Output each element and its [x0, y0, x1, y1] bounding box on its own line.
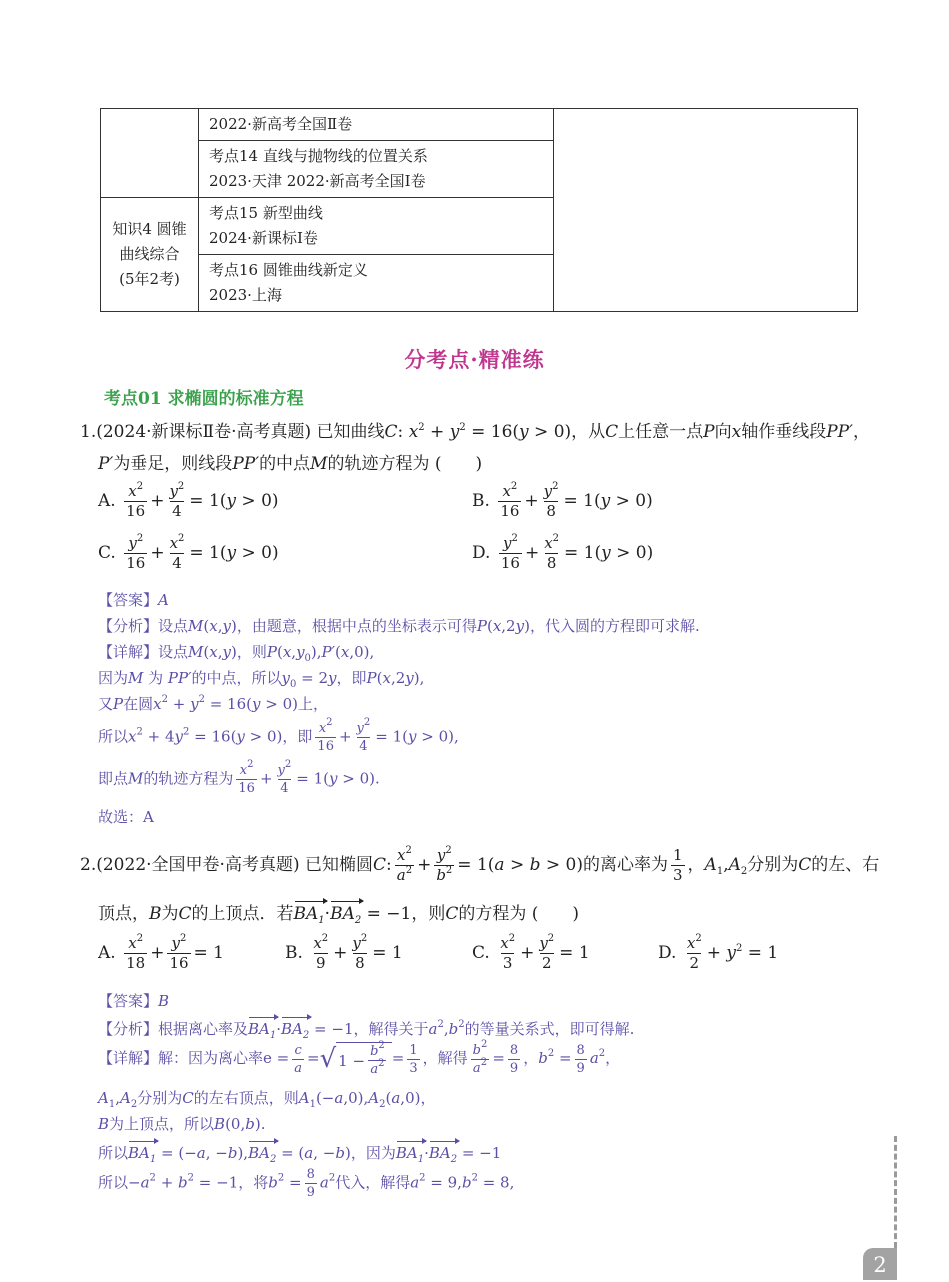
q1-choose: 故选：A: [98, 808, 154, 826]
topic-label: 考点15 新型曲线: [209, 204, 323, 222]
knowledge-label-cell: [101, 198, 199, 312]
q2-detail-line4: 所以$BA_1 = (-a$, $-b),BA_2 = (a$, −b)，因为$BA_1\cdot BA_2 = -1$: [98, 1144, 502, 1165]
q1-option-b[interactable]: B. $\frac{x^2}{16}$ + $\frac{y^2}{8}$ = 1(y > 0): [472, 481, 653, 520]
q1-option-c[interactable]: C. $\frac{y^2}{16}$ + $\frac{x^2}{4}$ = 1(y > 0): [98, 533, 279, 572]
q2-answer: 【答案】B: [98, 992, 170, 1010]
q2-detail-line5: 所以$-a^2 + b^2 = -1$，将$b^2$ = $\frac{8}{9}$ $a^2$代入，解得$a^2 = 9,b^2 = 8$,: [98, 1167, 515, 1200]
q1-stem-line1: 1.(2024·新课标Ⅱ卷·高考真题) 已知曲线C: $x^2 + y^2 = 16(y > 0)$，从C上任意一点P向x轴作垂线段PP′，: [80, 422, 870, 442]
section-title: 分考点·精准练: [404, 347, 545, 372]
q1-detail-line5: 即点M的轨迹方程为 $\frac{x^2}{16}$ + $\frac{y^2}{4}$ = 1(y > 0).: [98, 759, 380, 796]
q1-stem-line2: P′为垂足，则线段PP′的中点M的轨迹方程为 ( ): [98, 454, 483, 474]
q2-option-d[interactable]: D. $\frac{x^2}{2}$ + $y^2 = 1$: [658, 933, 779, 972]
q1-analysis: 【分析】设点M(x,y)，由题意，根据中点的坐标表示可得P(x,2y)，代入圆的方程即可求解.: [98, 617, 700, 635]
q1-detail-line4: 所以$x^2 + 4y^2 = 16(y > 0)$，即 $\frac{x^2}{16}$ + $\frac{y^2}{4}$ = 1(y > 0),: [98, 717, 459, 754]
topic-heading: 考点01 求椭圆的标准方程: [104, 389, 304, 409]
q2-option-c[interactable]: C. $\frac{x^2}{3}$ + $\frac{y^2}{2}$ = 1: [472, 933, 590, 972]
table-cell: [199, 141, 554, 198]
q1-answer: 【答案】A: [98, 591, 169, 609]
table-cell: [199, 109, 554, 141]
q1-detail-line3: 又P在圆$x^2 + y^2 = 16(y > 0)$上，: [98, 694, 328, 713]
page-number: 2: [863, 1248, 897, 1280]
q2-detail-line3: B为上顶点，所以B(0,b).: [98, 1115, 266, 1133]
exam-source: 2024·新课标Ⅰ卷: [209, 229, 318, 247]
knowledge-count: (5年2考): [119, 270, 180, 288]
table-cell-empty: [101, 109, 199, 198]
q2-option-b[interactable]: B. $\frac{x^2}{9}$ + $\frac{y^2}{8}$ = 1: [285, 933, 403, 972]
exam-source: 2022·新高考全国Ⅱ卷: [209, 115, 353, 133]
table-cell: [199, 198, 554, 255]
exam-source: 2023·天津 2022·新高考全国Ⅰ卷: [209, 172, 426, 190]
exam-source: 2023·上海: [209, 286, 282, 304]
knowledge-table: [100, 108, 858, 312]
table-cell-blank: [554, 109, 858, 312]
q2-option-a[interactable]: A. $\frac{x^2}{18}$ + $\frac{y^2}{16}$ = 1: [98, 933, 224, 972]
q2-stem-line2: 顶点，B为C的上顶点．若$BA_1\cdot BA_2 = -1$，则C的方程为 ( ): [98, 904, 580, 926]
knowledge-label: 知识4 圆锥: [112, 220, 187, 238]
q2-detail-line2: $A_1,A_2$分别为C的左右顶点，则$A_1(-a,0),A_2(a,0)$，: [98, 1089, 436, 1110]
q2-analysis: 【分析】根据离心率及$BA_1\cdot BA_2 = -1$，解得关于$a^2,b^2$的等量关系式，即可得解.: [98, 1019, 635, 1041]
topic-label: 考点14 直线与抛物线的位置关系: [209, 147, 428, 165]
knowledge-label: 曲线综合: [119, 245, 180, 263]
q1-option-a[interactable]: A. $\frac{x^2}{16}$ + $\frac{y^2}{4}$ = 1(y > 0): [98, 481, 279, 520]
page-edge-dashes: [894, 1136, 897, 1248]
topic-label: 考点16 圆锥曲线新定义: [209, 261, 368, 279]
q1-detail-line2: 因为M 为 PP′的中点，所以$y_0 = 2y$，即P(x,2y),: [98, 669, 425, 690]
q1-detail-line1: 【详解】设点M(x,y)，则$P(x,y_0),P'(x,0)$,: [98, 643, 375, 664]
q2-stem-line1: 2.(2022·全国甲卷·高考真题) 已知椭圆C: $\frac{x^2}{a^2}$ + $\frac{y^2}{b^2}$ = 1(a > b > 0)的离心率为 $\frac{1}{3}$ ，$A_1,A_2$分别为C的左、右: [80, 845, 880, 884]
q1-option-d[interactable]: D. $\frac{y^2}{16}$ + $\frac{x^2}{8}$ = 1(y > 0): [472, 533, 654, 572]
q2-detail-line1: 【详解】解：因为离心率e = $\frac{c}{a}$ = √ 1 − $\frac{b^2}{a^2}$ = $\frac{1}{3}$ ，解得 $\frac{b^2}{a^2}$ = $\frac{8}{9}$ ，$b^2$ = $\frac{8}{9}$ $a^2$，: [98, 1038, 621, 1077]
table-cell: [199, 255, 554, 312]
